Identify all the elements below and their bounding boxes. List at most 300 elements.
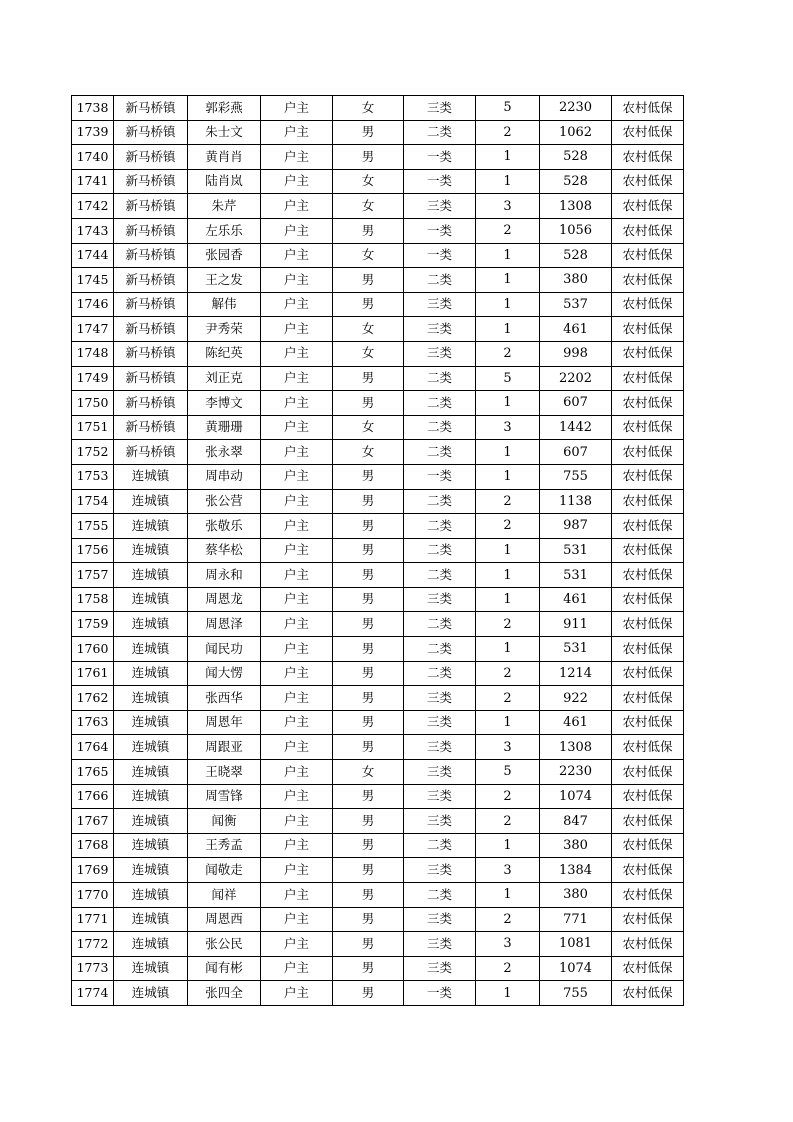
category-cell: 三类 bbox=[404, 907, 476, 932]
table-row bbox=[72, 661, 684, 686]
persons-cell: 1 bbox=[476, 292, 540, 317]
row-number: 1753 bbox=[72, 464, 114, 489]
relation-cell: 户主 bbox=[261, 563, 333, 588]
relation-cell: 户主 bbox=[261, 833, 333, 858]
table-row bbox=[72, 858, 684, 883]
name-cell: 刘正克 bbox=[188, 366, 261, 391]
town-cell: 连城镇 bbox=[114, 637, 188, 662]
sex-cell: 男 bbox=[333, 637, 404, 662]
name-cell: 尹秀荣 bbox=[188, 317, 261, 342]
row-number: 1761 bbox=[72, 661, 114, 686]
category-cell: 二类 bbox=[404, 440, 476, 465]
type-cell: 农村低保 bbox=[612, 858, 684, 883]
relation-cell: 户主 bbox=[261, 883, 333, 908]
amount-cell: 528 bbox=[540, 145, 612, 170]
name-cell: 张永翠 bbox=[188, 440, 261, 465]
persons-cell: 1 bbox=[476, 587, 540, 612]
type-cell: 农村低保 bbox=[612, 661, 684, 686]
type-cell: 农村低保 bbox=[612, 637, 684, 662]
name-cell: 周恩泽 bbox=[188, 612, 261, 637]
row-number: 1752 bbox=[72, 440, 114, 465]
category-cell: 二类 bbox=[404, 366, 476, 391]
relation-cell: 户主 bbox=[261, 612, 333, 637]
name-cell: 张公民 bbox=[188, 932, 261, 957]
persons-cell: 1 bbox=[476, 169, 540, 194]
table-row bbox=[72, 784, 684, 809]
relation-cell: 户主 bbox=[261, 366, 333, 391]
table-row bbox=[72, 587, 684, 612]
name-cell: 左乐乐 bbox=[188, 218, 261, 243]
row-number: 1759 bbox=[72, 612, 114, 637]
persons-cell: 1 bbox=[476, 243, 540, 268]
table-row bbox=[72, 218, 684, 243]
category-cell: 三类 bbox=[404, 292, 476, 317]
persons-cell: 2 bbox=[476, 514, 540, 539]
sex-cell: 女 bbox=[333, 317, 404, 342]
persons-cell: 5 bbox=[476, 366, 540, 391]
name-cell: 张敬乐 bbox=[188, 514, 261, 539]
persons-cell: 2 bbox=[476, 612, 540, 637]
type-cell: 农村低保 bbox=[612, 194, 684, 219]
relation-cell: 户主 bbox=[261, 341, 333, 366]
type-cell: 农村低保 bbox=[612, 956, 684, 981]
town-cell: 新马桥镇 bbox=[114, 96, 188, 121]
persons-cell: 1 bbox=[476, 833, 540, 858]
amount-cell: 1074 bbox=[540, 784, 612, 809]
relation-cell: 户主 bbox=[261, 440, 333, 465]
row-number: 1743 bbox=[72, 218, 114, 243]
sex-cell: 男 bbox=[333, 268, 404, 293]
row-number: 1766 bbox=[72, 784, 114, 809]
sex-cell: 女 bbox=[333, 96, 404, 121]
type-cell: 农村低保 bbox=[612, 612, 684, 637]
town-cell: 新马桥镇 bbox=[114, 341, 188, 366]
persons-cell: 3 bbox=[476, 415, 540, 440]
category-cell: 三类 bbox=[404, 194, 476, 219]
amount-cell: 987 bbox=[540, 514, 612, 539]
sex-cell: 女 bbox=[333, 440, 404, 465]
relation-cell: 户主 bbox=[261, 391, 333, 416]
relation-cell: 户主 bbox=[261, 96, 333, 121]
sex-cell: 男 bbox=[333, 956, 404, 981]
row-number: 1771 bbox=[72, 907, 114, 932]
amount-cell: 461 bbox=[540, 317, 612, 342]
name-cell: 闻敬走 bbox=[188, 858, 261, 883]
category-cell: 二类 bbox=[404, 637, 476, 662]
persons-cell: 1 bbox=[476, 563, 540, 588]
name-cell: 周串动 bbox=[188, 464, 261, 489]
name-cell: 王秀孟 bbox=[188, 833, 261, 858]
relation-cell: 户主 bbox=[261, 145, 333, 170]
table-row bbox=[72, 612, 684, 637]
row-number: 1742 bbox=[72, 194, 114, 219]
amount-cell: 531 bbox=[540, 563, 612, 588]
type-cell: 农村低保 bbox=[612, 686, 684, 711]
table-row bbox=[72, 366, 684, 391]
amount-cell: 607 bbox=[540, 440, 612, 465]
persons-cell: 1 bbox=[476, 538, 540, 563]
row-number: 1738 bbox=[72, 96, 114, 121]
type-cell: 农村低保 bbox=[612, 981, 684, 1006]
category-cell: 三类 bbox=[404, 341, 476, 366]
persons-cell: 1 bbox=[476, 440, 540, 465]
table-row bbox=[72, 710, 684, 735]
category-cell: 三类 bbox=[404, 784, 476, 809]
row-number: 1770 bbox=[72, 883, 114, 908]
name-cell: 张公营 bbox=[188, 489, 261, 514]
row-number: 1773 bbox=[72, 956, 114, 981]
amount-cell: 2202 bbox=[540, 366, 612, 391]
name-cell: 张四全 bbox=[188, 981, 261, 1006]
persons-cell: 2 bbox=[476, 341, 540, 366]
type-cell: 农村低保 bbox=[612, 243, 684, 268]
persons-cell: 2 bbox=[476, 907, 540, 932]
town-cell: 连城镇 bbox=[114, 538, 188, 563]
category-cell: 三类 bbox=[404, 96, 476, 121]
name-cell: 解伟 bbox=[188, 292, 261, 317]
category-cell: 二类 bbox=[404, 268, 476, 293]
row-number: 1755 bbox=[72, 514, 114, 539]
type-cell: 农村低保 bbox=[612, 317, 684, 342]
name-cell: 周永和 bbox=[188, 563, 261, 588]
type-cell: 农村低保 bbox=[612, 784, 684, 809]
category-cell: 一类 bbox=[404, 981, 476, 1006]
relation-cell: 户主 bbox=[261, 268, 333, 293]
sex-cell: 男 bbox=[333, 366, 404, 391]
amount-cell: 1074 bbox=[540, 956, 612, 981]
town-cell: 连城镇 bbox=[114, 833, 188, 858]
amount-cell: 847 bbox=[540, 809, 612, 834]
town-cell: 新马桥镇 bbox=[114, 366, 188, 391]
table-row bbox=[72, 341, 684, 366]
town-cell: 连城镇 bbox=[114, 464, 188, 489]
town-cell: 新马桥镇 bbox=[114, 145, 188, 170]
row-number: 1754 bbox=[72, 489, 114, 514]
category-cell: 二类 bbox=[404, 120, 476, 145]
sex-cell: 男 bbox=[333, 661, 404, 686]
row-number: 1751 bbox=[72, 415, 114, 440]
amount-cell: 1062 bbox=[540, 120, 612, 145]
category-cell: 一类 bbox=[404, 169, 476, 194]
sex-cell: 男 bbox=[333, 833, 404, 858]
category-cell: 三类 bbox=[404, 809, 476, 834]
amount-cell: 380 bbox=[540, 883, 612, 908]
row-number: 1740 bbox=[72, 145, 114, 170]
row-number: 1757 bbox=[72, 563, 114, 588]
type-cell: 农村低保 bbox=[612, 883, 684, 908]
town-cell: 新马桥镇 bbox=[114, 218, 188, 243]
type-cell: 农村低保 bbox=[612, 366, 684, 391]
sex-cell: 男 bbox=[333, 145, 404, 170]
sex-cell: 女 bbox=[333, 415, 404, 440]
name-cell: 朱士文 bbox=[188, 120, 261, 145]
persons-cell: 2 bbox=[476, 661, 540, 686]
amount-cell: 1442 bbox=[540, 415, 612, 440]
relation-cell: 户主 bbox=[261, 194, 333, 219]
table-row bbox=[72, 464, 684, 489]
table-row bbox=[72, 514, 684, 539]
persons-cell: 1 bbox=[476, 981, 540, 1006]
town-cell: 连城镇 bbox=[114, 858, 188, 883]
row-number: 1769 bbox=[72, 858, 114, 883]
amount-cell: 1308 bbox=[540, 194, 612, 219]
row-number: 1741 bbox=[72, 169, 114, 194]
sex-cell: 男 bbox=[333, 587, 404, 612]
amount-cell: 1056 bbox=[540, 218, 612, 243]
type-cell: 农村低保 bbox=[612, 120, 684, 145]
type-cell: 农村低保 bbox=[612, 563, 684, 588]
name-cell: 陆肖岚 bbox=[188, 169, 261, 194]
table-row bbox=[72, 932, 684, 957]
relation-cell: 户主 bbox=[261, 710, 333, 735]
name-cell: 闻有彬 bbox=[188, 956, 261, 981]
table-row bbox=[72, 883, 684, 908]
town-cell: 连城镇 bbox=[114, 612, 188, 637]
category-cell: 三类 bbox=[404, 760, 476, 785]
name-cell: 李博文 bbox=[188, 391, 261, 416]
row-number: 1768 bbox=[72, 833, 114, 858]
category-cell: 三类 bbox=[404, 587, 476, 612]
amount-cell: 1081 bbox=[540, 932, 612, 957]
name-cell: 张园香 bbox=[188, 243, 261, 268]
town-cell: 新马桥镇 bbox=[114, 169, 188, 194]
amount-cell: 998 bbox=[540, 341, 612, 366]
sex-cell: 男 bbox=[333, 710, 404, 735]
sex-cell: 男 bbox=[333, 858, 404, 883]
name-cell: 黄珊珊 bbox=[188, 415, 261, 440]
persons-cell: 3 bbox=[476, 194, 540, 219]
persons-cell: 1 bbox=[476, 883, 540, 908]
persons-cell: 1 bbox=[476, 637, 540, 662]
row-number: 1744 bbox=[72, 243, 114, 268]
type-cell: 农村低保 bbox=[612, 710, 684, 735]
table-row bbox=[72, 391, 684, 416]
persons-cell: 2 bbox=[476, 120, 540, 145]
town-cell: 连城镇 bbox=[114, 760, 188, 785]
relation-cell: 户主 bbox=[261, 735, 333, 760]
name-cell: 周恩年 bbox=[188, 710, 261, 735]
town-cell: 连城镇 bbox=[114, 735, 188, 760]
table-row bbox=[72, 538, 684, 563]
amount-cell: 380 bbox=[540, 268, 612, 293]
category-cell: 二类 bbox=[404, 563, 476, 588]
subsidy-roster-table bbox=[71, 95, 684, 1006]
sex-cell: 男 bbox=[333, 612, 404, 637]
town-cell: 新马桥镇 bbox=[114, 120, 188, 145]
sex-cell: 女 bbox=[333, 194, 404, 219]
table-row bbox=[72, 96, 684, 121]
row-number: 1772 bbox=[72, 932, 114, 957]
sex-cell: 男 bbox=[333, 883, 404, 908]
type-cell: 农村低保 bbox=[612, 587, 684, 612]
sex-cell: 男 bbox=[333, 735, 404, 760]
sex-cell: 女 bbox=[333, 760, 404, 785]
town-cell: 新马桥镇 bbox=[114, 268, 188, 293]
amount-cell: 461 bbox=[540, 587, 612, 612]
table-row bbox=[72, 145, 684, 170]
relation-cell: 户主 bbox=[261, 784, 333, 809]
table-row bbox=[72, 169, 684, 194]
amount-cell: 531 bbox=[540, 637, 612, 662]
persons-cell: 2 bbox=[476, 686, 540, 711]
relation-cell: 户主 bbox=[261, 317, 333, 342]
persons-cell: 2 bbox=[476, 809, 540, 834]
town-cell: 连城镇 bbox=[114, 956, 188, 981]
row-number: 1756 bbox=[72, 538, 114, 563]
amount-cell: 1214 bbox=[540, 661, 612, 686]
town-cell: 连城镇 bbox=[114, 932, 188, 957]
name-cell: 王之发 bbox=[188, 268, 261, 293]
category-cell: 三类 bbox=[404, 932, 476, 957]
relation-cell: 户主 bbox=[261, 538, 333, 563]
sex-cell: 男 bbox=[333, 514, 404, 539]
type-cell: 农村低保 bbox=[612, 268, 684, 293]
table-row bbox=[72, 907, 684, 932]
table-row bbox=[72, 760, 684, 785]
category-cell: 二类 bbox=[404, 391, 476, 416]
name-cell: 朱芹 bbox=[188, 194, 261, 219]
table-row bbox=[72, 243, 684, 268]
relation-cell: 户主 bbox=[261, 587, 333, 612]
table-row bbox=[72, 833, 684, 858]
row-number: 1748 bbox=[72, 341, 114, 366]
row-number: 1747 bbox=[72, 317, 114, 342]
category-cell: 三类 bbox=[404, 686, 476, 711]
category-cell: 三类 bbox=[404, 735, 476, 760]
table-row bbox=[72, 489, 684, 514]
row-number: 1764 bbox=[72, 735, 114, 760]
persons-cell: 2 bbox=[476, 784, 540, 809]
relation-cell: 户主 bbox=[261, 932, 333, 957]
town-cell: 连城镇 bbox=[114, 809, 188, 834]
persons-cell: 1 bbox=[476, 268, 540, 293]
sex-cell: 男 bbox=[333, 489, 404, 514]
row-number: 1758 bbox=[72, 587, 114, 612]
type-cell: 农村低保 bbox=[612, 292, 684, 317]
row-number: 1763 bbox=[72, 710, 114, 735]
category-cell: 二类 bbox=[404, 661, 476, 686]
type-cell: 农村低保 bbox=[612, 341, 684, 366]
relation-cell: 户主 bbox=[261, 686, 333, 711]
table-row bbox=[72, 686, 684, 711]
category-cell: 三类 bbox=[404, 710, 476, 735]
name-cell: 闻祥 bbox=[188, 883, 261, 908]
category-cell: 一类 bbox=[404, 464, 476, 489]
relation-cell: 户主 bbox=[261, 489, 333, 514]
sex-cell: 男 bbox=[333, 686, 404, 711]
persons-cell: 5 bbox=[476, 760, 540, 785]
type-cell: 农村低保 bbox=[612, 907, 684, 932]
relation-cell: 户主 bbox=[261, 661, 333, 686]
relation-cell: 户主 bbox=[261, 907, 333, 932]
relation-cell: 户主 bbox=[261, 981, 333, 1006]
category-cell: 一类 bbox=[404, 243, 476, 268]
relation-cell: 户主 bbox=[261, 292, 333, 317]
table-row bbox=[72, 981, 684, 1006]
type-cell: 农村低保 bbox=[612, 735, 684, 760]
amount-cell: 755 bbox=[540, 464, 612, 489]
type-cell: 农村低保 bbox=[612, 440, 684, 465]
sex-cell: 女 bbox=[333, 169, 404, 194]
row-number: 1750 bbox=[72, 391, 114, 416]
sex-cell: 男 bbox=[333, 292, 404, 317]
table-row bbox=[72, 120, 684, 145]
type-cell: 农村低保 bbox=[612, 218, 684, 243]
table-row bbox=[72, 563, 684, 588]
town-cell: 连城镇 bbox=[114, 661, 188, 686]
name-cell: 闻民功 bbox=[188, 637, 261, 662]
persons-cell: 3 bbox=[476, 735, 540, 760]
persons-cell: 5 bbox=[476, 96, 540, 121]
town-cell: 新马桥镇 bbox=[114, 440, 188, 465]
persons-cell: 1 bbox=[476, 710, 540, 735]
amount-cell: 911 bbox=[540, 612, 612, 637]
town-cell: 连城镇 bbox=[114, 981, 188, 1006]
category-cell: 二类 bbox=[404, 514, 476, 539]
name-cell: 周恩西 bbox=[188, 907, 261, 932]
row-number: 1774 bbox=[72, 981, 114, 1006]
sex-cell: 男 bbox=[333, 784, 404, 809]
category-cell: 二类 bbox=[404, 538, 476, 563]
table-row bbox=[72, 735, 684, 760]
town-cell: 新马桥镇 bbox=[114, 391, 188, 416]
row-number: 1739 bbox=[72, 120, 114, 145]
town-cell: 连城镇 bbox=[114, 489, 188, 514]
amount-cell: 528 bbox=[540, 243, 612, 268]
type-cell: 农村低保 bbox=[612, 538, 684, 563]
category-cell: 一类 bbox=[404, 218, 476, 243]
persons-cell: 3 bbox=[476, 858, 540, 883]
amount-cell: 2230 bbox=[540, 760, 612, 785]
town-cell: 连城镇 bbox=[114, 784, 188, 809]
name-cell: 郭彩燕 bbox=[188, 96, 261, 121]
category-cell: 二类 bbox=[404, 415, 476, 440]
relation-cell: 户主 bbox=[261, 858, 333, 883]
category-cell: 一类 bbox=[404, 145, 476, 170]
type-cell: 农村低保 bbox=[612, 96, 684, 121]
type-cell: 农村低保 bbox=[612, 932, 684, 957]
table-row bbox=[72, 440, 684, 465]
sex-cell: 女 bbox=[333, 243, 404, 268]
amount-cell: 607 bbox=[540, 391, 612, 416]
town-cell: 新马桥镇 bbox=[114, 243, 188, 268]
persons-cell: 1 bbox=[476, 391, 540, 416]
relation-cell: 户主 bbox=[261, 809, 333, 834]
persons-cell: 2 bbox=[476, 956, 540, 981]
town-cell: 连城镇 bbox=[114, 907, 188, 932]
amount-cell: 1138 bbox=[540, 489, 612, 514]
sex-cell: 男 bbox=[333, 538, 404, 563]
town-cell: 连城镇 bbox=[114, 514, 188, 539]
town-cell: 连城镇 bbox=[114, 710, 188, 735]
category-cell: 二类 bbox=[404, 883, 476, 908]
town-cell: 连城镇 bbox=[114, 686, 188, 711]
type-cell: 农村低保 bbox=[612, 145, 684, 170]
sex-cell: 男 bbox=[333, 981, 404, 1006]
type-cell: 农村低保 bbox=[612, 391, 684, 416]
sex-cell: 男 bbox=[333, 464, 404, 489]
type-cell: 农村低保 bbox=[612, 489, 684, 514]
persons-cell: 2 bbox=[476, 218, 540, 243]
name-cell: 黄肖肖 bbox=[188, 145, 261, 170]
amount-cell: 2230 bbox=[540, 96, 612, 121]
sex-cell: 男 bbox=[333, 907, 404, 932]
amount-cell: 1384 bbox=[540, 858, 612, 883]
sex-cell: 女 bbox=[333, 341, 404, 366]
row-number: 1760 bbox=[72, 637, 114, 662]
amount-cell: 1308 bbox=[540, 735, 612, 760]
relation-cell: 户主 bbox=[261, 415, 333, 440]
